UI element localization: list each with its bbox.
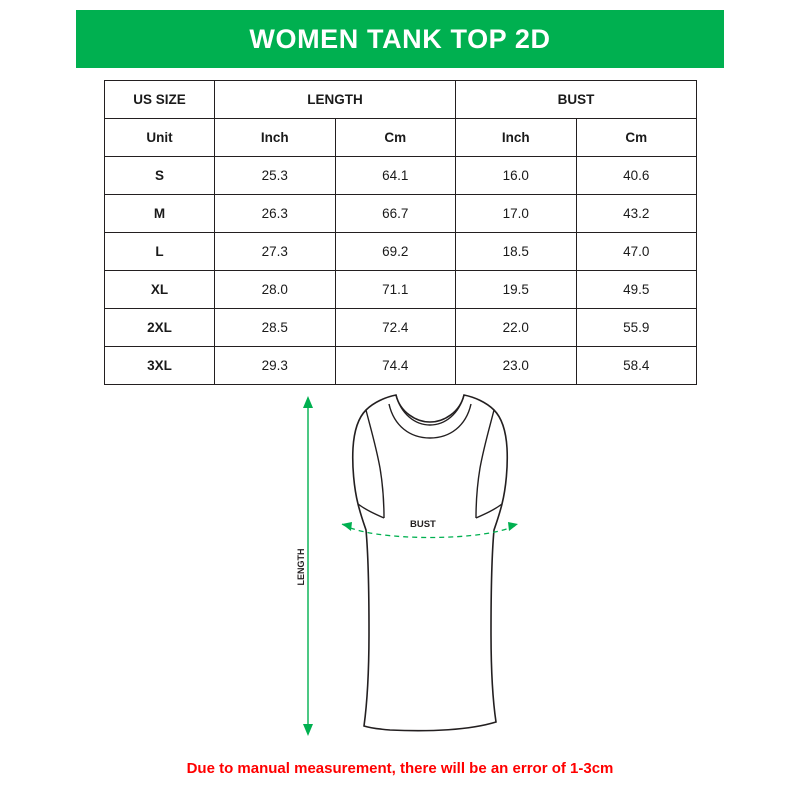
cell-size: L: [105, 233, 215, 271]
page-title: WOMEN TANK TOP 2D: [249, 23, 551, 54]
subheader-bust-inch: Inch: [456, 119, 577, 157]
cell-length-cm: 69.2: [335, 233, 456, 271]
tank-top-outline: [353, 395, 508, 731]
table-row: [105, 309, 697, 347]
cell-length-cm: 66.7: [335, 195, 456, 233]
cell-length-cm: 72.4: [335, 309, 456, 347]
length-label: LENGTH: [296, 548, 306, 586]
cell-bust-cm: 43.2: [576, 195, 697, 233]
table-subheader-row: [105, 119, 697, 157]
subheader-length-cm: Cm: [335, 119, 456, 157]
cell-bust-inch: 16.0: [456, 157, 577, 195]
bust-label: BUST: [410, 519, 436, 530]
cell-bust-cm: 49.5: [576, 271, 697, 309]
garment-diagram: [270, 392, 550, 742]
column-header-us-size: US SIZE: [105, 81, 215, 119]
measurement-disclaimer: Due to manual measurement, there will be an error of 1-3cm: [186, 760, 614, 777]
cell-bust-inch: 17.0: [456, 195, 577, 233]
cell-length-inch: 27.3: [215, 233, 336, 271]
column-header-bust: BUST: [456, 81, 697, 119]
size-table-container: [104, 80, 696, 385]
cell-length-inch: 29.3: [215, 347, 336, 385]
table-row: [105, 157, 697, 195]
subheader-unit: Unit: [105, 119, 215, 157]
column-header-length: LENGTH: [215, 81, 456, 119]
cell-length-inch: 26.3: [215, 195, 336, 233]
bust-arrow-right: [508, 522, 518, 531]
cell-bust-inch: 22.0: [456, 309, 577, 347]
subheader-bust-cm: Cm: [576, 119, 697, 157]
cell-size: S: [105, 157, 215, 195]
cell-length-cm: 64.1: [335, 157, 456, 195]
table-row: [105, 195, 697, 233]
cell-bust-inch: 19.5: [456, 271, 577, 309]
cell-length-inch: 25.3: [215, 157, 336, 195]
cell-bust-inch: 23.0: [456, 347, 577, 385]
table-group-header-row: [105, 81, 697, 119]
header-banner: [76, 10, 724, 68]
bust-arrow-left: [342, 522, 352, 531]
cell-length-cm: 74.4: [335, 347, 456, 385]
cell-bust-inch: 18.5: [456, 233, 577, 271]
cell-size: 3XL: [105, 347, 215, 385]
cell-size: 2XL: [105, 309, 215, 347]
cell-bust-cm: 40.6: [576, 157, 697, 195]
table-row: [105, 347, 697, 385]
cell-size: XL: [105, 271, 215, 309]
cell-length-inch: 28.5: [215, 309, 336, 347]
cell-bust-cm: 58.4: [576, 347, 697, 385]
cell-size: M: [105, 195, 215, 233]
table-row: [105, 271, 697, 309]
cell-bust-cm: 47.0: [576, 233, 697, 271]
subheader-length-inch: Inch: [215, 119, 336, 157]
size-table: [104, 80, 697, 385]
cell-length-cm: 71.1: [335, 271, 456, 309]
table-row: [105, 233, 697, 271]
cell-bust-cm: 55.9: [576, 309, 697, 347]
cell-length-inch: 28.0: [215, 271, 336, 309]
